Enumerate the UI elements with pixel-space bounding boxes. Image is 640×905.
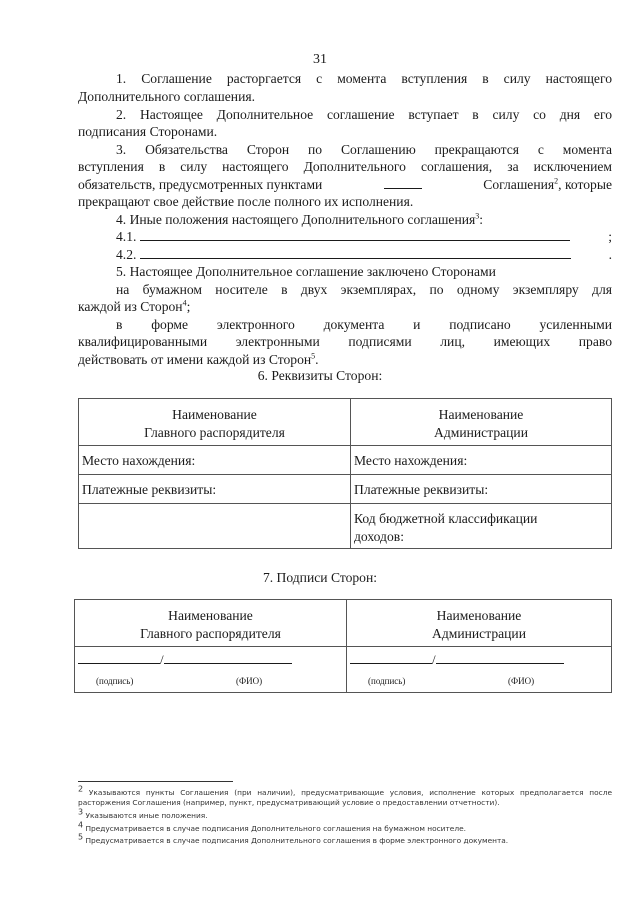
paragraph-5b-line-1: в форме электронного документа и подписано усиленными	[116, 317, 612, 332]
footnote-3	[78, 807, 612, 821]
sig-header-right-line-2: Администрации	[432, 626, 526, 641]
header-right-line-2: Администрации	[434, 425, 528, 440]
paragraph-5a-line-2	[78, 298, 612, 316]
paragraph-3-line-2: вступления в силу настоящего Дополнительного соглашения, за исключением	[78, 159, 612, 174]
signature-left-captions	[78, 672, 343, 690]
footnote-2	[78, 784, 612, 807]
signatures-header-right	[347, 600, 612, 647]
item-4-2-label: 4.2.	[116, 247, 137, 262]
name-right-blank	[436, 651, 564, 664]
location-left: Место нахождения:	[79, 446, 351, 475]
footnote-4-text: Предусматривается в случае подписания Дополнительного соглашения на бумажном носителе.	[85, 824, 466, 833]
footnote-divider	[78, 781, 233, 782]
caption-signature-right: (подпись)	[368, 676, 406, 686]
requisites-header-right	[351, 399, 612, 446]
item-4-1	[78, 228, 612, 246]
footnote-4-mark: 4	[78, 820, 84, 830]
signature-right-cell	[347, 647, 612, 693]
paragraph-2-line-1: 2. Настоящее Дополнительное соглашение вступает в силу со дня его	[116, 107, 612, 122]
signatures-table	[74, 599, 612, 693]
paragraph-2-line-2: подписания Сторонами.	[78, 124, 218, 139]
signatures-header-row	[75, 600, 612, 647]
section-7-title: 7. Подписи Сторон:	[262, 570, 378, 585]
budget-code-right	[351, 504, 612, 549]
paragraph-4-text: 4. Иные положения настоящего Дополнительного соглашения	[116, 212, 476, 227]
budget-code-line-1: Код бюджетной классификации	[354, 511, 538, 526]
sig-header-left-line-1: Наименование	[168, 608, 253, 623]
sig-header-right-line-1: Наименование	[436, 608, 522, 623]
signatures-row	[75, 647, 612, 693]
page-number: 31	[313, 52, 327, 67]
paragraph-3-blank	[384, 176, 422, 189]
footnote-5	[78, 832, 612, 846]
location-right: Место нахождения:	[351, 446, 612, 475]
paragraph-5a-end: ;	[186, 299, 191, 314]
footnote-4	[78, 820, 612, 834]
item-4-1-end: ;	[608, 229, 612, 244]
signature-right-slash: /	[432, 652, 436, 667]
paragraph-1-line-2: Дополнительного соглашения.	[78, 89, 255, 104]
paragraph-1-line-1: 1. Соглашение расторгается с момента вступления в силу настоящего	[116, 71, 612, 86]
signature-right-blank	[350, 651, 432, 664]
payment-right: Платежные реквизиты:	[351, 475, 612, 504]
paragraph-4-colon: :	[479, 212, 484, 227]
signature-right-captions	[350, 672, 608, 690]
signature-left-blank	[78, 651, 160, 664]
location-row	[79, 446, 612, 475]
paragraph-3-text-b	[483, 176, 612, 194]
agreement-word: Соглашения	[483, 177, 555, 192]
footnote-3-text: Указываются иные положения.	[85, 811, 208, 820]
signature-left-line	[78, 651, 343, 669]
paragraph-5a-line-1: на бумажном носителе в двух экземплярах, по одному экземпляру для	[116, 282, 612, 297]
item-4-2	[78, 246, 612, 264]
header-right-line-1: Наименование	[438, 407, 524, 422]
paragraph-3-text-a: обязательств, предусмотренных пунктами	[78, 177, 323, 192]
paragraph-3-line-3	[78, 176, 612, 194]
signatures-header-left	[75, 600, 347, 647]
signature-right-line	[350, 651, 608, 669]
footnote-3-mark: 3	[78, 807, 84, 817]
paragraph-5a-text: каждой из Сторон	[78, 299, 183, 314]
footnote-2-text: Указываются пункты Соглашения (при наличии), предусматривающие условия, исполнение которых предполагается после расторжения Соглашения (например, пункт, предусматривающий условие о предоставлении отчетности).	[78, 788, 612, 807]
item-4-2-blank	[140, 246, 570, 259]
footnote-5-text: Предусматривается в случае подписания Дополнительного соглашения в форме электронного документа.	[85, 836, 509, 845]
sig-header-left-line-2: Главного распорядителя	[140, 626, 281, 641]
budget-code-line-2: доходов:	[354, 529, 404, 544]
paragraph-5b-text: действовать от имени каждой из Сторон	[78, 352, 312, 367]
item-4-2-end: .	[608, 247, 612, 262]
paragraph-5: 5. Настоящее Дополнительное соглашение заключено Сторонами	[116, 264, 496, 279]
paragraph-5b-line-2: квалифицированными электронными подписями лиц, имеющих право	[78, 334, 612, 349]
paragraph-5b-end: .	[315, 352, 319, 367]
section-6-title: 6. Реквизиты Сторон:	[257, 368, 383, 383]
header-left-line-1: Наименование	[172, 407, 257, 422]
paragraph-3-line-1: 3. Обязательства Сторон по Соглашению прекращаются с момента	[116, 142, 612, 157]
footnote-ref-5: 5	[311, 351, 316, 361]
footnote-ref-4: 4	[182, 298, 187, 308]
footnote-ref-2: 2	[554, 176, 559, 186]
item-4-1-blank	[140, 228, 570, 241]
signature-left-cell	[75, 647, 347, 693]
requisites-table	[78, 398, 612, 549]
caption-name-right: (ФИО)	[508, 676, 535, 686]
payment-row	[79, 475, 612, 504]
budget-code-left	[79, 504, 351, 549]
signature-left-slash: /	[160, 652, 164, 667]
paragraph-3-line-4: прекращают свое действие после полного их исполнения.	[78, 194, 414, 209]
caption-name-left: (ФИО)	[236, 676, 263, 686]
item-4-1-label: 4.1.	[116, 229, 137, 244]
footnote-ref-3: 3	[475, 211, 480, 221]
name-left-blank	[164, 651, 292, 664]
requisites-header-row	[79, 399, 612, 446]
header-left-line-2: Главного распорядителя	[144, 425, 285, 440]
which-word: , которые	[558, 177, 612, 192]
paragraph-5b-line-3	[78, 351, 612, 369]
paragraph-4	[78, 211, 612, 229]
payment-left: Платежные реквизиты:	[79, 475, 351, 504]
footnote-2-mark: 2	[78, 784, 84, 794]
caption-signature-left: (подпись)	[96, 676, 134, 686]
requisites-header-left	[79, 399, 351, 446]
footnote-5-mark: 5	[78, 832, 84, 842]
budget-code-row	[79, 504, 612, 549]
